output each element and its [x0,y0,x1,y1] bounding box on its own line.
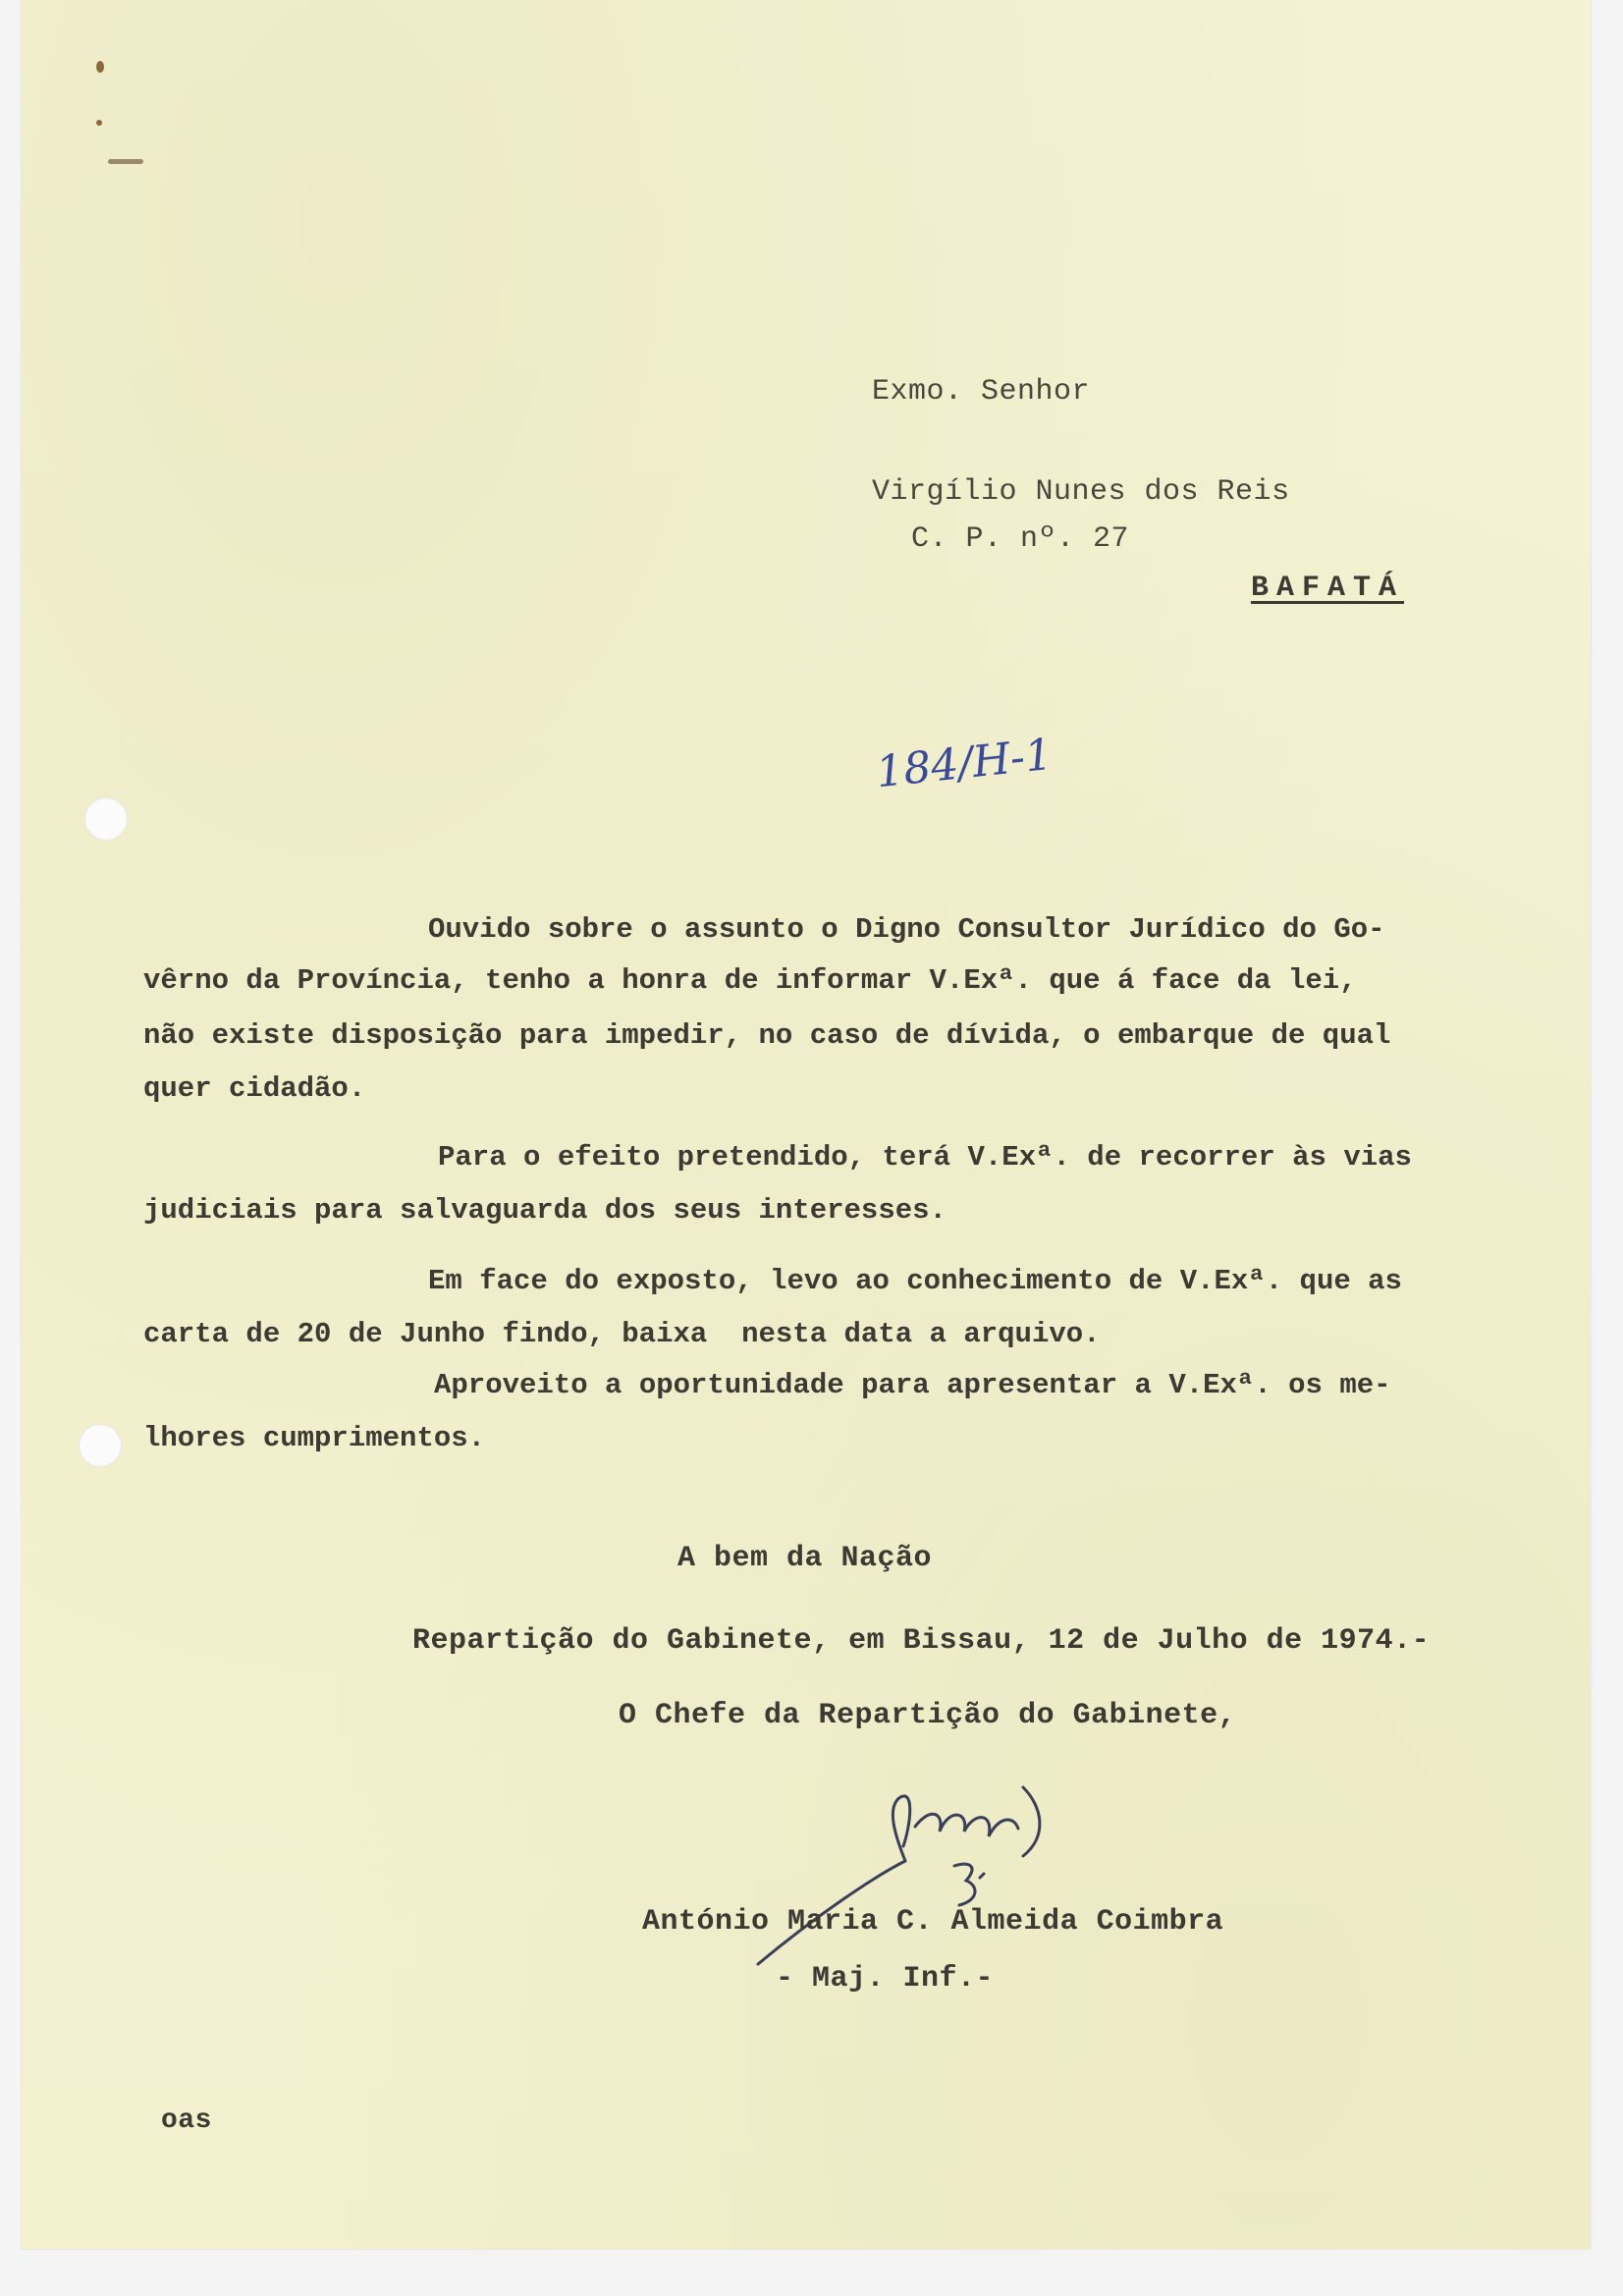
typist-initials: oas [161,2105,212,2136]
paragraph-line: não existe disposição para impedir, no caso de dívida, o embarque de qual [143,1019,1391,1052]
paragraph-line: quer cidadão. [143,1072,366,1105]
paper-speck [108,159,143,164]
reference-number: 184/H-1 [873,729,1055,798]
paper-speck [96,120,102,126]
signer-rank: - Maj. Inf.- [776,1962,995,1995]
recipient-salutation: Exmo. Senhor [872,375,1091,409]
paper-speck [96,61,104,73]
paragraph-line: carta de 20 de Junho findo, baixa nesta data a arquivo. [143,1318,1101,1350]
paragraph-line: Para o efeito pretendido, terá V.Exª. de recorrer às vias [438,1141,1412,1174]
paragraph-line: judiciais para salvaguarda dos seus interesses. [143,1194,947,1227]
letter-page [22,0,1591,2249]
closing-role: O Chefe da Repartição do Gabinete, [619,1699,1237,1732]
punch-hole [84,797,128,841]
recipient-city: BAFATÁ [1251,572,1405,605]
recipient-postal-box: C. P. nº. 27 [911,522,1130,556]
paragraph-line: lhores cumprimentos. [143,1422,486,1454]
closing-place-date: Repartição do Gabinete, em Bissau, 12 de Julho de 1974.- [412,1624,1431,1658]
paragraph-line: vêrno da Província, tenho a honra de informar V.Exª. que á face da lei, [143,964,1357,997]
closing-motto: A bem da Nação [677,1542,933,1575]
recipient-name: Virgílio Nunes dos Reis [872,475,1290,509]
paragraph-line: Em face do exposto, levo ao conhecimento de V.Exª. que as [428,1265,1402,1297]
signature [738,1768,1131,1994]
signer-name: António Maria C. Almeida Coimbra [642,1905,1224,1939]
paragraph-line: Aproveito a oportunidade para apresentar a V.Exª. os me- [434,1369,1391,1401]
paragraph-line: Ouvido sobre o assunto o Digno Consultor Jurídico do Go- [428,913,1385,946]
punch-hole [79,1424,122,1467]
